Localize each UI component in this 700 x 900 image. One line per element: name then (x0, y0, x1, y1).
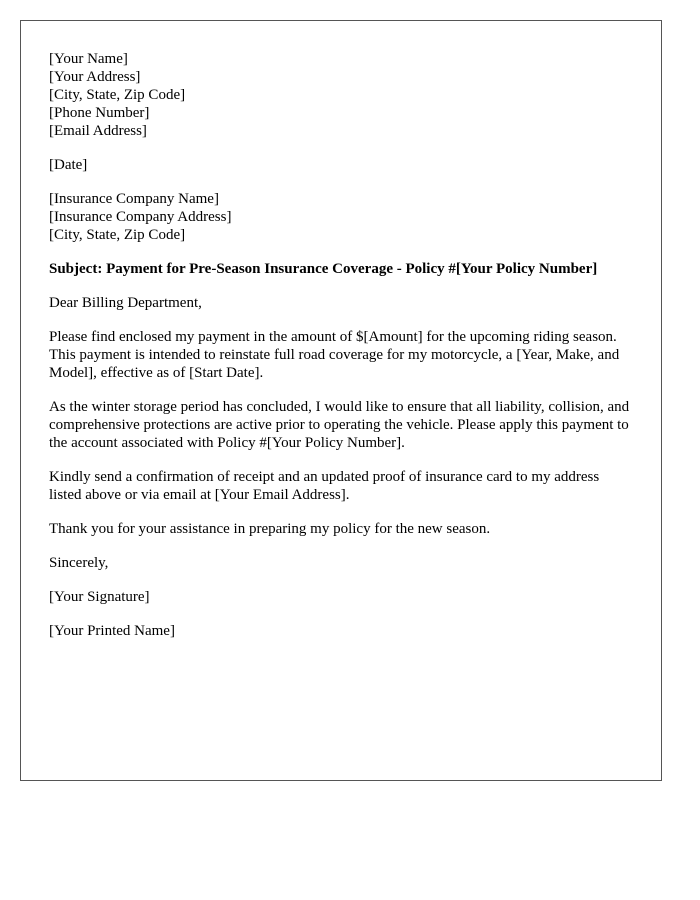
body-paragraph-4: Thank you for your assistance in preparing my policy for the new season. (49, 521, 491, 537)
letter-page (20, 20, 662, 781)
sender-phone: [Phone Number] (49, 105, 150, 121)
sender-name: [Your Name] (49, 51, 128, 67)
sender-email: [Email Address] (49, 123, 147, 139)
letter-date: [Date] (49, 157, 88, 173)
subject-line: Subject: Payment for Pre-Season Insurance Coverage - Policy #[Your Policy Number] (49, 261, 598, 277)
sender-address: [Your Address] (49, 69, 141, 85)
body-paragraph-1: Please find enclosed my payment in the amount of $[Amount] for the upcoming riding season. This payment is intended to reinstate full road coverage for my motorcycle, a [Year, Make, and Model], effective as of [Start Date]. (49, 329, 620, 381)
body-paragraph-3: Kindly send a confirmation of receipt and an updated proof of insurance card to my address listed above or via email at [Your Email Address]. (49, 469, 600, 503)
recipient-company-address: [Insurance Company Address] (49, 209, 232, 225)
sender-city-state-zip: [City, State, Zip Code] (49, 87, 186, 103)
date-block (49, 156, 633, 174)
recipient-city-state-zip: [City, State, Zip Code] (49, 227, 186, 243)
sender-block (49, 50, 633, 140)
closing: Sincerely, (49, 555, 109, 571)
body-paragraph-2: As the winter storage period has concluded, I would like to ensure that all liability, collision, and comprehensive protections are active prior to operating the vehicle. Please apply this payment to the account associated with Policy #[Your Policy Number]. (49, 399, 630, 451)
printed-name: [Your Printed Name] (49, 623, 175, 639)
recipient-block (49, 190, 633, 244)
signature: [Your Signature] (49, 589, 150, 605)
recipient-company-name: [Insurance Company Name] (49, 191, 219, 207)
salutation: Dear Billing Department, (49, 295, 202, 311)
